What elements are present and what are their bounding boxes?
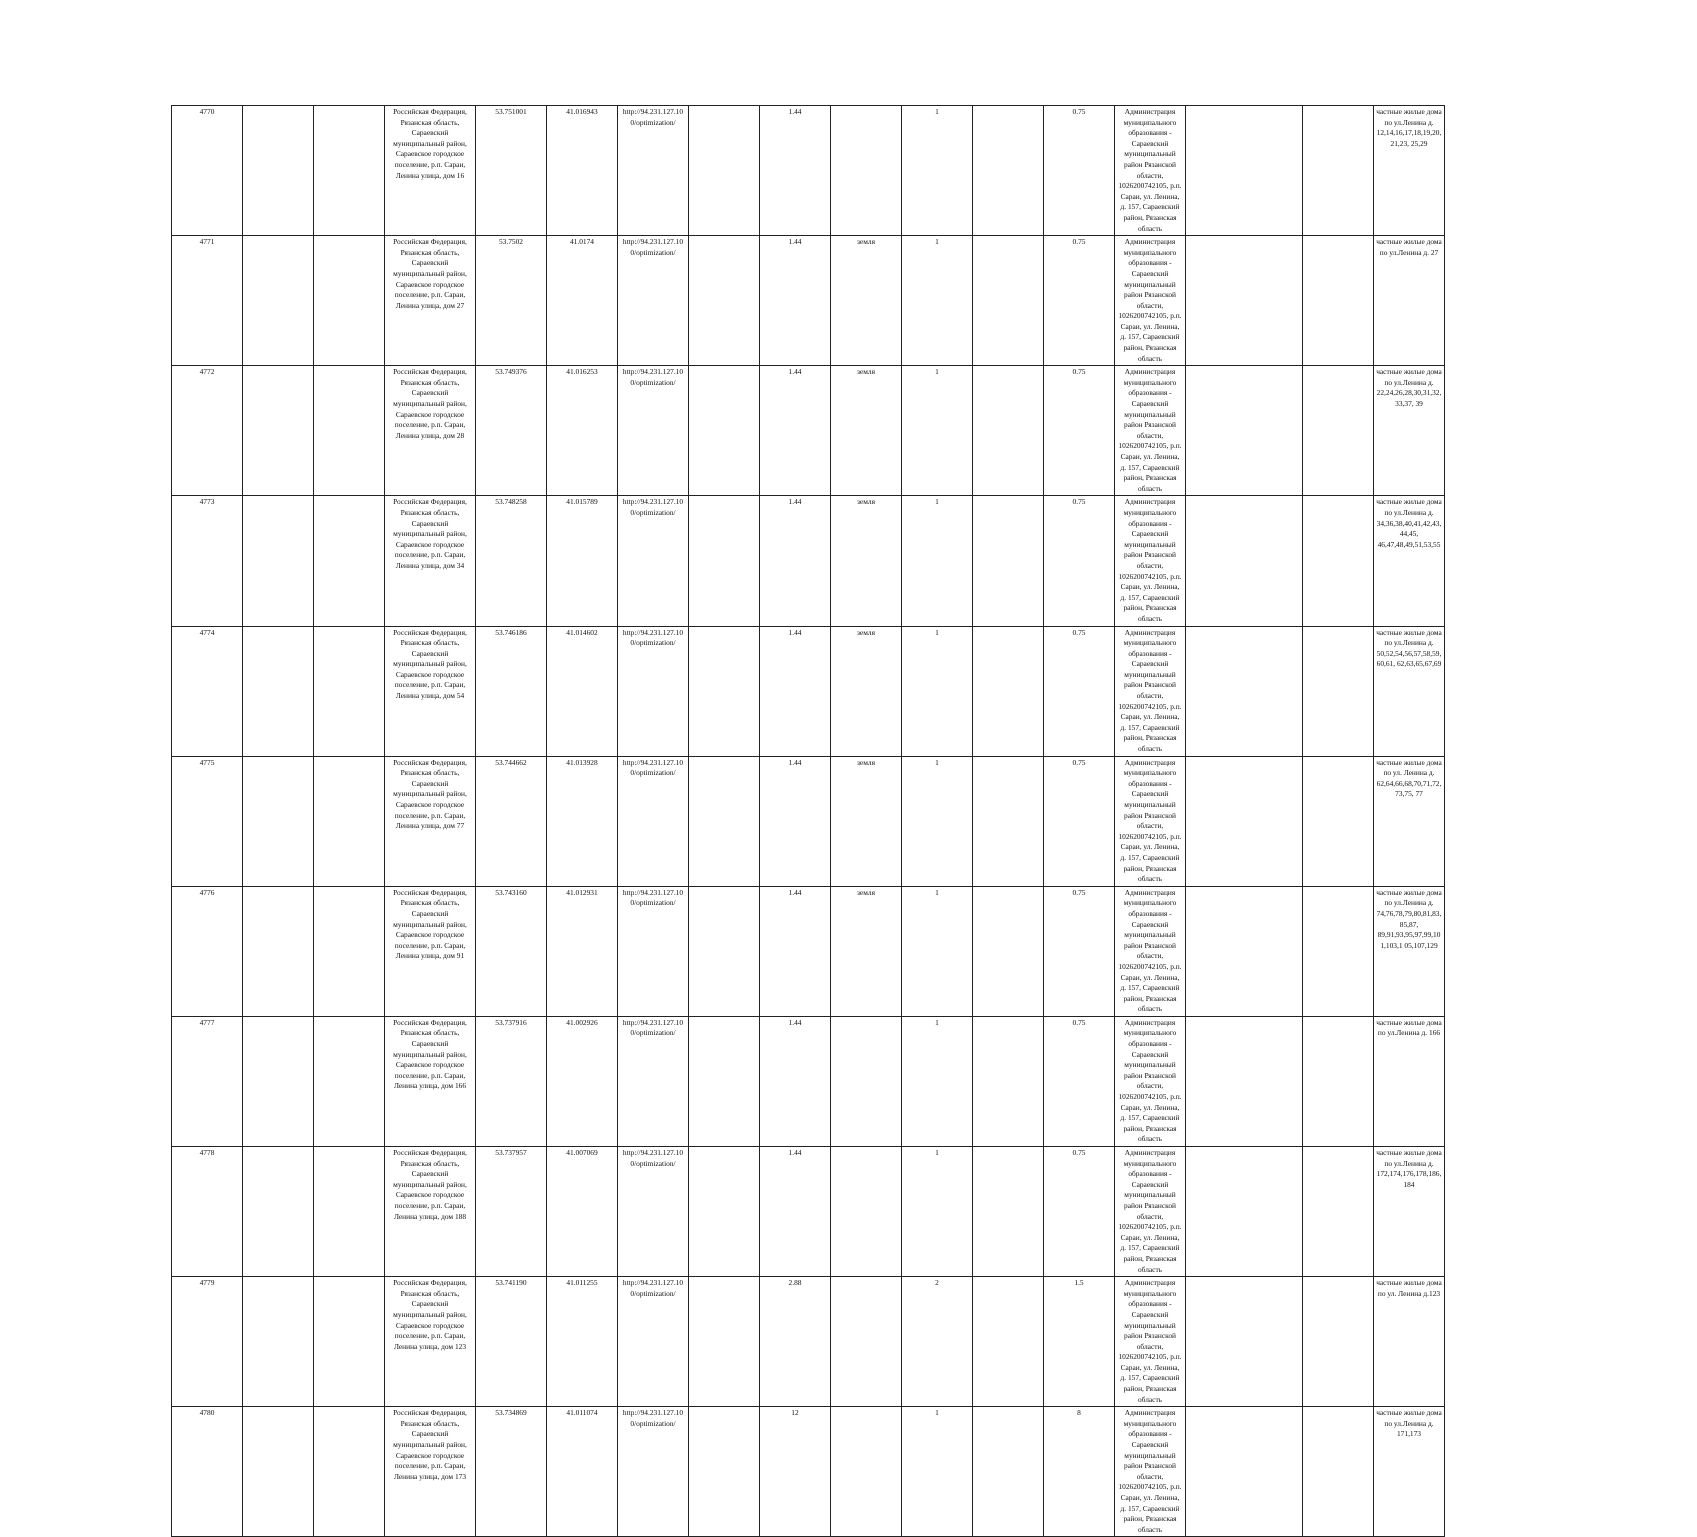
table-row	[172, 366, 1543, 496]
empty-cell	[1186, 1277, 1303, 1407]
row-number-cell: 4780	[172, 1407, 243, 1537]
owner-cell: Администрация муниципального образования - Сараевский муниципальный район Рязанской области, 1026200742105, р.п. Сараи, ул. Ленина, д. 157, Сараевский район, Рязанская область	[1115, 626, 1186, 756]
empty-cell	[973, 756, 1044, 886]
table-row	[172, 1147, 1543, 1277]
sources-cell: частные жилые дома по ул.Ленина д. 166	[1374, 1016, 1445, 1146]
empty-cell	[1186, 1016, 1303, 1146]
sources-cell: частные жилые дома по ул. Ленина д. 62,64,66,68,70,71,72,73,75, 77	[1374, 756, 1445, 886]
container-count-cell: 1	[902, 1147, 973, 1277]
latitude-cell: 53.746186	[476, 626, 547, 756]
address-cell: Российская Федерация, Рязанская область, Сараевский муниципальный район, Сараевское городское поселение, р.п. Сараи, Ленина улица, дом 173	[385, 1407, 476, 1537]
photo-link-cell[interactable]: http://94.231.127.10​0/optimization/	[618, 106, 689, 236]
container-count-cell: 1	[902, 886, 973, 1016]
empty-cell	[314, 1407, 385, 1537]
owner-cell: Администрация муниципального образования - Сараевский муниципальный район Рязанской области, 1026200742105, р.п. Сараи, ул. Ленина, д. 157, Сараевский район, Рязанская область	[1115, 496, 1186, 626]
table-row	[172, 626, 1543, 756]
row-number-cell: 4778	[172, 1147, 243, 1277]
latitude-cell: 53.744662	[476, 756, 547, 886]
empty-cell	[689, 1016, 760, 1146]
container-volume-cell: 0.75	[1044, 626, 1115, 756]
empty-cell	[689, 236, 760, 366]
empty-cell	[973, 1016, 1044, 1146]
empty-cell	[689, 496, 760, 626]
empty-cell	[1303, 1016, 1374, 1146]
surface-material-cell: земля	[831, 366, 902, 496]
container-count-cell: 1	[902, 236, 973, 366]
address-cell: Российская Федерация, Рязанская область, Сараевский муниципальный район, Сараевское городское поселение, р.п. Сараи, Ленина улица, дом 91	[385, 886, 476, 1016]
row-number-cell: 4779	[172, 1277, 243, 1407]
latitude-cell: 53.7502	[476, 236, 547, 366]
surface-material-cell: земля	[831, 236, 902, 366]
table-row	[172, 1407, 1543, 1537]
row-number-cell: 4772	[172, 366, 243, 496]
surface-material-cell	[831, 1277, 902, 1407]
empty-cell	[1303, 1277, 1374, 1407]
photo-link-cell[interactable]: http://94.231.127.10​0/optimization/	[618, 626, 689, 756]
area-cell: 1.44	[760, 626, 831, 756]
photo-link-cell[interactable]: http://94.231.127.10​0/optimization/	[618, 366, 689, 496]
photo-link-cell[interactable]: http://94.231.127.10​0/optimization/	[618, 1407, 689, 1537]
empty-cell	[314, 1016, 385, 1146]
container-count-cell: 1	[902, 106, 973, 236]
surface-material-cell	[831, 1016, 902, 1146]
photo-link-cell[interactable]: http://94.231.127.10​0/optimization/	[618, 886, 689, 1016]
photo-link-cell[interactable]: http://94.231.127.10​0/optimization/	[618, 1016, 689, 1146]
latitude-cell: 53.743160	[476, 886, 547, 1016]
longitude-cell: 41.007069	[547, 1147, 618, 1277]
area-cell: 2.88	[760, 1277, 831, 1407]
empty-cell	[243, 106, 314, 236]
sources-cell: частные жилые дома по ул.Ленина д. 27	[1374, 236, 1445, 366]
container-volume-cell: 0.75	[1044, 886, 1115, 1016]
empty-cell	[243, 1147, 314, 1277]
longitude-cell: 41.011074	[547, 1407, 618, 1537]
empty-cell	[243, 1407, 314, 1537]
empty-cell	[1303, 236, 1374, 366]
table-row	[172, 106, 1543, 236]
address-cell: Российская Федерация, Рязанская область, Сараевский муниципальный район, Сараевское городское поселение, р.п. Сараи, Ленина улица, дом 27	[385, 236, 476, 366]
table-row	[172, 1277, 1543, 1407]
row-number-cell: 4771	[172, 236, 243, 366]
row-number-cell: 4776	[172, 886, 243, 1016]
photo-link-cell[interactable]: http://94.231.127.10​0/optimization/	[618, 1277, 689, 1407]
address-cell: Российская Федерация, Рязанская область, Сараевский муниципальный район, Сараевское городское поселение, р.п. Сараи, Ленина улица, дом 166	[385, 1016, 476, 1146]
container-volume-cell: 0.75	[1044, 236, 1115, 366]
empty-cell	[1186, 626, 1303, 756]
container-volume-cell: 0.75	[1044, 496, 1115, 626]
photo-link-cell[interactable]: http://94.231.127.10​0/optimization/	[618, 496, 689, 626]
latitude-cell: 53.751001	[476, 106, 547, 236]
surface-material-cell	[831, 106, 902, 236]
owner-cell: Администрация муниципального образования - Сараевский муниципальный район Рязанской области, 1026200742105, р.п. Сараи, ул. Ленина, д. 157, Сараевский район, Рязанская область	[1115, 236, 1186, 366]
empty-cell	[243, 756, 314, 886]
row-number-cell: 4774	[172, 626, 243, 756]
empty-cell	[1303, 106, 1374, 236]
area-cell: 1.44	[760, 886, 831, 1016]
longitude-cell: 41.013928	[547, 756, 618, 886]
table-body	[172, 106, 1543, 1537]
owner-cell: Администрация муниципального образования - Сараевский муниципальный район Рязанской области, 1026200742105, р.п. Сараи, ул. Ленина, д. 157, Сараевский район, Рязанская область	[1115, 756, 1186, 886]
sources-cell: частные жилые дома по ул.Ленина д. 171,173	[1374, 1407, 1445, 1537]
address-cell: Российская Федерация, Рязанская область, Сараевский муниципальный район, Сараевское городское поселение, р.п. Сараи, Ленина улица, дом 123	[385, 1277, 476, 1407]
sources-cell: частные жилые дома по ул.Ленина д. 74,76,78,79,80,81,83,85,87, 89,91,93,95,97,99,101,103,1 05,107,129	[1374, 886, 1445, 1016]
area-cell: 1.44	[760, 1147, 831, 1277]
registry-table	[171, 105, 1543, 1537]
sources-cell: частные жилые дома по ул.Ленина д. 172,174,176,178,186,184	[1374, 1147, 1445, 1277]
empty-cell	[1186, 1407, 1303, 1537]
latitude-cell: 53.748258	[476, 496, 547, 626]
latitude-cell: 53.749376	[476, 366, 547, 496]
owner-cell: Администрация муниципального образования - Сараевский муниципальный район Рязанской области, 1026200742105, р.п. Сараи, ул. Ленина, д. 157, Сараевский район, Рязанская область	[1115, 1407, 1186, 1537]
row-number-cell: 4773	[172, 496, 243, 626]
address-cell: Российская Федерация, Рязанская область, Сараевский муниципальный район, Сараевское городское поселение, р.п. Сараи, Ленина улица, дом 54	[385, 626, 476, 756]
row-number-cell: 4777	[172, 1016, 243, 1146]
empty-cell	[973, 366, 1044, 496]
area-cell: 1.44	[760, 366, 831, 496]
photo-link-cell[interactable]: http://94.231.127.10​0/optimization/	[618, 236, 689, 366]
empty-cell	[1186, 756, 1303, 886]
empty-cell	[973, 1277, 1044, 1407]
empty-cell	[1303, 626, 1374, 756]
container-count-cell: 2	[902, 1277, 973, 1407]
row-number-cell: 4770	[172, 106, 243, 236]
longitude-cell: 41.012931	[547, 886, 618, 1016]
empty-cell	[314, 756, 385, 886]
empty-cell	[243, 496, 314, 626]
empty-cell	[1186, 1147, 1303, 1277]
surface-material-cell: земля	[831, 756, 902, 886]
area-cell: 1.44	[760, 496, 831, 626]
empty-cell	[1186, 886, 1303, 1016]
area-cell: 12	[760, 1407, 831, 1537]
empty-cell	[314, 236, 385, 366]
empty-cell	[314, 1277, 385, 1407]
empty-cell	[1303, 496, 1374, 626]
empty-cell	[689, 1147, 760, 1277]
container-count-cell: 1	[902, 1016, 973, 1146]
empty-cell	[689, 106, 760, 236]
area-cell: 1.44	[760, 756, 831, 886]
empty-cell	[1303, 756, 1374, 886]
longitude-cell: 41.016253	[547, 366, 618, 496]
empty-cell	[689, 756, 760, 886]
sources-cell: частные жилые дома по ул. Ленина д.123	[1374, 1277, 1445, 1407]
container-count-cell: 1	[902, 366, 973, 496]
surface-material-cell	[831, 1147, 902, 1277]
sources-cell: частные жилые дома по ул.Ленина д. 12,14,16,17,18,19,20,21,23, 25,29	[1374, 106, 1445, 236]
owner-cell: Администрация муниципального образования - Сараевский муниципальный район Рязанской области, 1026200742105, р.п. Сараи, ул. Ленина, д. 157, Сараевский район, Рязанская область	[1115, 1277, 1186, 1407]
latitude-cell: 53.734869	[476, 1407, 547, 1537]
sources-cell: частные жилые дома по ул.Ленина д. 34,36,38,40,41,42,43,44,45, 46,47,48,49,51,53,55	[1374, 496, 1445, 626]
empty-cell	[243, 236, 314, 366]
owner-cell: Администрация муниципального образования - Сараевский муниципальный район Рязанской области, 1026200742105, р.п. Сараи, ул. Ленина, д. 157, Сараевский район, Рязанская область	[1115, 1147, 1186, 1277]
surface-material-cell	[831, 1407, 902, 1537]
empty-cell	[314, 886, 385, 1016]
table-row	[172, 1016, 1543, 1146]
empty-cell	[973, 1407, 1044, 1537]
empty-cell	[1303, 1147, 1374, 1277]
sources-cell: частные жилые дома по ул.Ленина д. 50,52,54,56,57,58,59,60,61, 62,63,65,67,69	[1374, 626, 1445, 756]
table-row	[172, 236, 1543, 366]
latitude-cell: 53.737916	[476, 1016, 547, 1146]
address-cell: Российская Федерация, Рязанская область, Сараевский муниципальный район, Сараевское городское поселение, р.п. Сараи, Ленина улица, дом 28	[385, 366, 476, 496]
empty-cell	[1186, 236, 1303, 366]
empty-cell	[1186, 366, 1303, 496]
empty-cell	[973, 236, 1044, 366]
latitude-cell: 53.741190	[476, 1277, 547, 1407]
container-volume-cell: 1.5	[1044, 1277, 1115, 1407]
longitude-cell: 41.011255	[547, 1277, 618, 1407]
longitude-cell: 41.014602	[547, 626, 618, 756]
container-count-cell: 1	[902, 626, 973, 756]
row-number-cell: 4775	[172, 756, 243, 886]
empty-cell	[243, 886, 314, 1016]
empty-cell	[973, 886, 1044, 1016]
empty-cell	[689, 886, 760, 1016]
empty-cell	[1303, 886, 1374, 1016]
owner-cell: Администрация муниципального образования - Сараевский муниципальный район Рязанской области, 1026200742105, р.п. Сараи, ул. Ленина, д. 157, Сараевский район, Рязанская область	[1115, 106, 1186, 236]
longitude-cell: 41.0174	[547, 236, 618, 366]
area-cell: 1.44	[760, 236, 831, 366]
owner-cell: Администрация муниципального образования - Сараевский муниципальный район Рязанской области, 1026200742105, р.п. Сараи, ул. Ленина, д. 157, Сараевский район, Рязанская область	[1115, 886, 1186, 1016]
container-count-cell: 1	[902, 756, 973, 886]
container-volume-cell: 0.75	[1044, 1016, 1115, 1146]
container-count-cell: 1	[902, 496, 973, 626]
longitude-cell: 41.015789	[547, 496, 618, 626]
table-row	[172, 886, 1543, 1016]
empty-cell	[243, 1016, 314, 1146]
container-volume-cell: 8	[1044, 1407, 1115, 1537]
empty-cell	[243, 626, 314, 756]
container-volume-cell: 0.75	[1044, 1147, 1115, 1277]
surface-material-cell: земля	[831, 496, 902, 626]
area-cell: 1.44	[760, 1016, 831, 1146]
container-volume-cell: 0.75	[1044, 106, 1115, 236]
owner-cell: Администрация муниципального образования - Сараевский муниципальный район Рязанской области, 1026200742105, р.п. Сараи, ул. Ленина, д. 157, Сараевский район, Рязанская область	[1115, 366, 1186, 496]
empty-cell	[314, 366, 385, 496]
empty-cell	[973, 626, 1044, 756]
empty-cell	[1303, 366, 1374, 496]
container-count-cell: 1	[902, 1407, 973, 1537]
container-volume-cell: 0.75	[1044, 366, 1115, 496]
latitude-cell: 53.737957	[476, 1147, 547, 1277]
area-cell: 1.44	[760, 106, 831, 236]
empty-cell	[243, 1277, 314, 1407]
photo-link-cell[interactable]: http://94.231.127.10​0/optimization/	[618, 1147, 689, 1277]
longitude-cell: 41.016943	[547, 106, 618, 236]
longitude-cell: 41.002926	[547, 1016, 618, 1146]
surface-material-cell: земля	[831, 886, 902, 1016]
empty-cell	[689, 366, 760, 496]
empty-cell	[973, 1147, 1044, 1277]
empty-cell	[973, 106, 1044, 236]
table-row	[172, 756, 1543, 886]
empty-cell	[1186, 106, 1303, 236]
owner-cell: Администрация муниципального образования - Сараевский муниципальный район Рязанской области, 1026200742105, р.п. Сараи, ул. Ленина, д. 157, Сараевский район, Рязанская область	[1115, 1016, 1186, 1146]
address-cell: Российская Федерация, Рязанская область, Сараевский муниципальный район, Сараевское городское поселение, р.п. Сараи, Ленина улица, дом 16	[385, 106, 476, 236]
surface-material-cell: земля	[831, 626, 902, 756]
empty-cell	[689, 626, 760, 756]
empty-cell	[689, 1277, 760, 1407]
empty-cell	[314, 1147, 385, 1277]
address-cell: Российская Федерация, Рязанская область, Сараевский муниципальный район, Сараевское городское поселение, р.п. Сараи, Ленина улица, дом 34	[385, 496, 476, 626]
address-cell: Российская Федерация, Рязанская область, Сараевский муниципальный район, Сараевское городское поселение, р.п. Сараи, Ленина улица, дом 188	[385, 1147, 476, 1277]
empty-cell	[243, 366, 314, 496]
empty-cell	[1186, 496, 1303, 626]
table-row	[172, 496, 1543, 626]
empty-cell	[314, 106, 385, 236]
empty-cell	[1303, 1407, 1374, 1537]
photo-link-cell[interactable]: http://94.231.127.10​0/optimization/	[618, 756, 689, 886]
empty-cell	[689, 1407, 760, 1537]
container-volume-cell: 0.75	[1044, 756, 1115, 886]
empty-cell	[314, 496, 385, 626]
empty-cell	[314, 626, 385, 756]
empty-cell	[973, 496, 1044, 626]
address-cell: Российская Федерация, Рязанская область, Сараевский муниципальный район, Сараевское городское поселение, р.п. Сараи, Ленина улица, дом 77	[385, 756, 476, 886]
sources-cell: частные жилые дома по ул.Ленина д. 22,24,26,28,30,31,32,33,37, 39	[1374, 366, 1445, 496]
